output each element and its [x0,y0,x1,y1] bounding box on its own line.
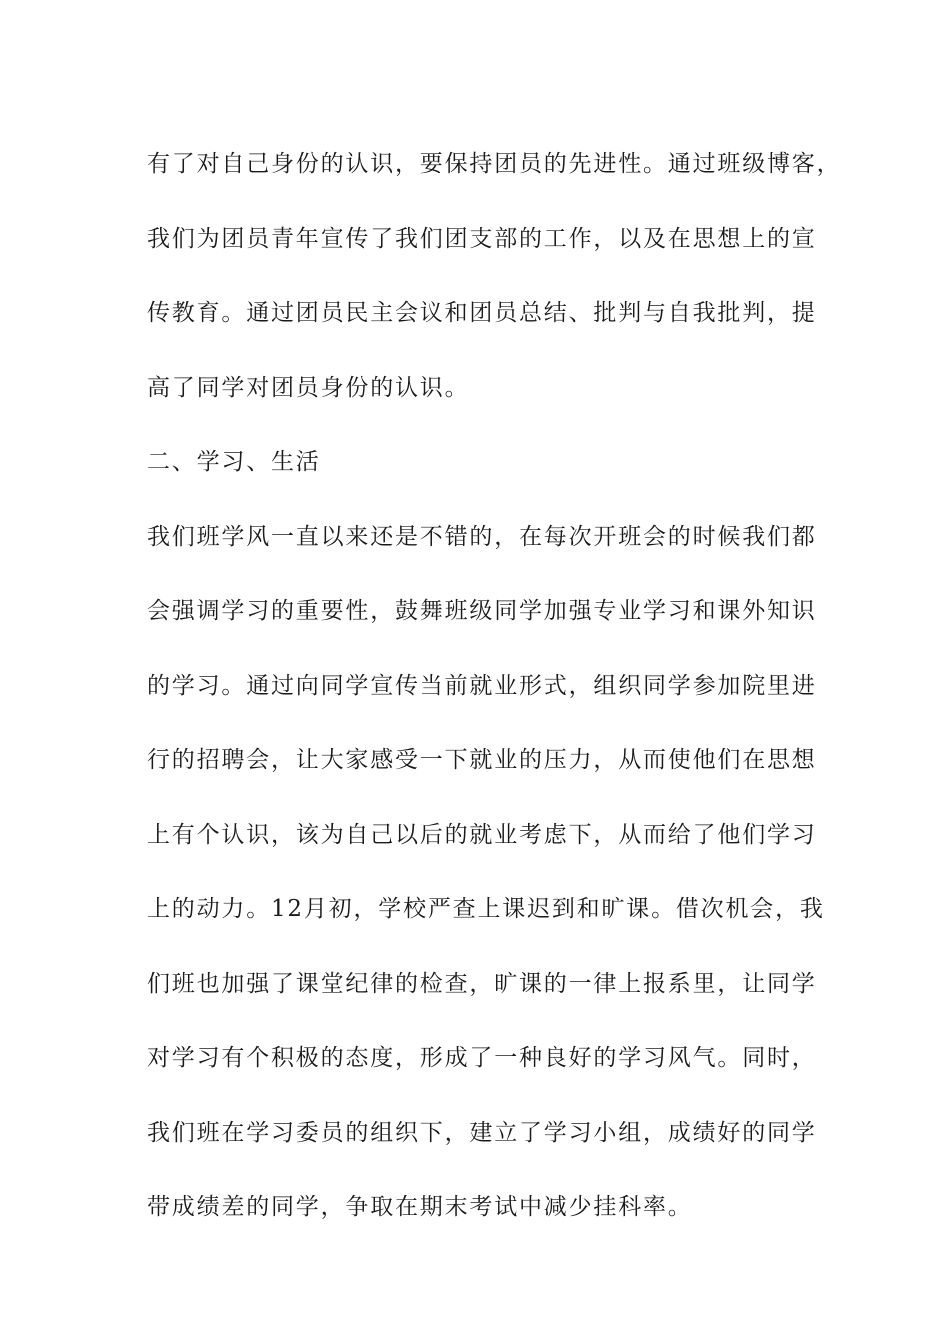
paragraph-line: 高了同学对团员身份的认识。 [147,374,470,401]
paragraph-line: 上有个认识，该为自己以后的就业考虑下，从而给了他们学习 [147,821,817,848]
paragraph-line: 对学习有个积极的态度，形成了一种良好的学习风气。同时， [147,1045,817,1071]
paragraph-line: 传教育。通过团员民主会议和团员总结、批判与自我批判，提 [147,300,817,326]
paragraph-line: 的学习。通过向同学宣传当前就业形式，组织同学参加院里进 [147,672,817,699]
document-body [147,127,842,1245]
paragraph-line: 有了对自己身份的认识，要保持团员的先进性。通过班级博客， [147,151,842,177]
section-heading: 二、学习、生活 [147,449,321,475]
paragraph-line: 上的动力。12月初，学校严查上课迟到和旷课。借次机会，我 [147,896,825,922]
paragraph-line: 我们为团员青年宣传了我们团支部的工作，以及在思想上的宣 [147,225,817,252]
paragraph-line: 行的招聘会，让大家感受一下就业的压力，从而使他们在思想 [147,747,817,773]
paragraph-line: 们班也加强了课堂纪律的检查，旷课的一律上报系里，让同学 [147,970,817,997]
paragraph-line: 我们班在学习委员的组织下，建立了学习小组，成绩好的同学 [147,1119,817,1146]
paragraph-line: 我们班学风一直以来还是不错的，在每次开班会的时候我们都 [147,523,817,550]
paragraph-line: 会强调学习的重要性，鼓舞班级同学加强专业学习和课外知识 [147,598,817,624]
paragraph-line: 带成绩差的同学，争取在期末考试中减少挂科率。 [147,1194,693,1220]
